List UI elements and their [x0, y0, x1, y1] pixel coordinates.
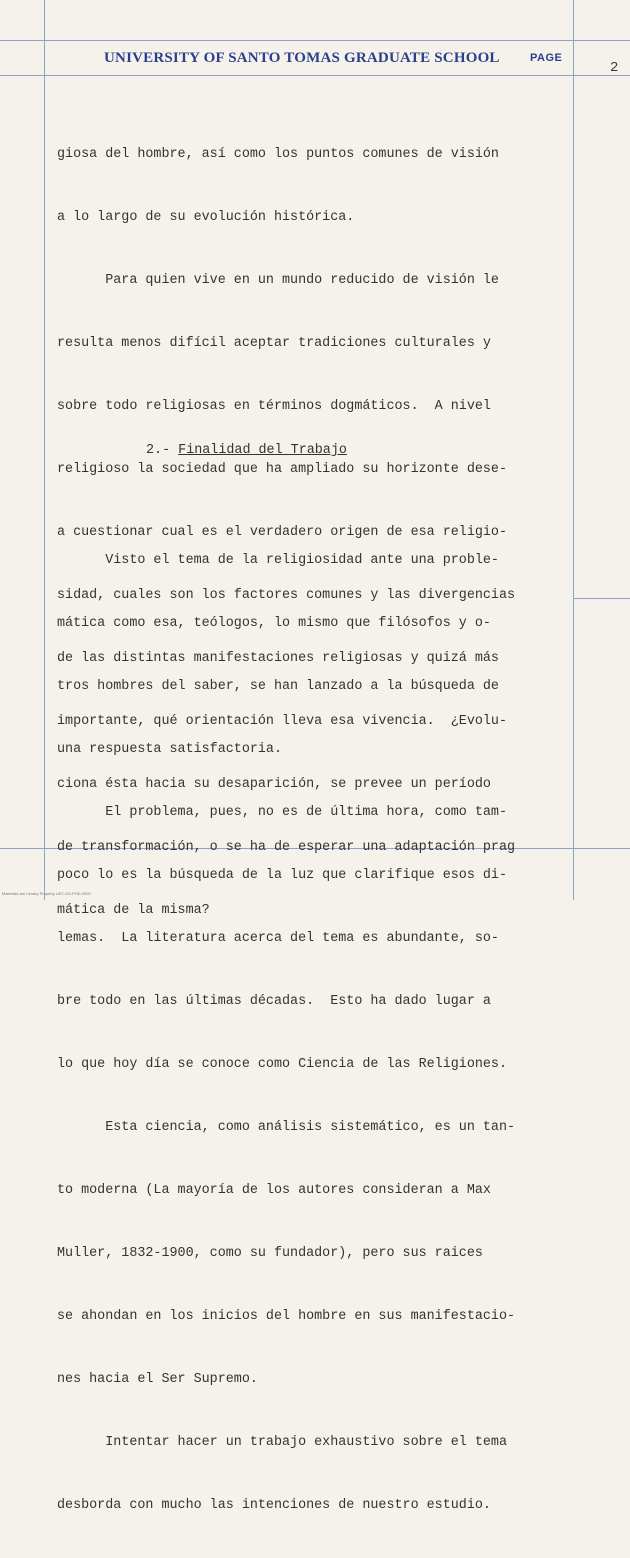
- footer-mark: Materials are Library Property UST-GS-PHD-0000: [2, 891, 91, 896]
- text-line: religioso la sociedad que ha ampliado su horizonte dese-: [57, 462, 507, 477]
- text-line: Para quien vive en un mundo reducido de visión le: [57, 273, 499, 288]
- text-line: de las distintas manifestaciones religiosas y quizá más: [57, 651, 499, 666]
- text-line: Esta ciencia, como análisis sistemático, es un tan-: [57, 1120, 516, 1135]
- text-line: sobre todo religiosas en términos dogmáticos. A nivel: [57, 399, 491, 414]
- text-line: desborda con mucho las intenciones de nuestro estudio.: [57, 1498, 491, 1513]
- text-line: to moderna (La mayoría de los autores consideran a Max: [57, 1183, 491, 1198]
- text-line: nes hacia el Ser Supremo.: [57, 1372, 258, 1387]
- section-number: 2.-: [146, 443, 171, 458]
- header-top-rule: [0, 40, 630, 41]
- text-line: lo que hoy día se conoce como Ciencia de las Religiones.: [57, 1057, 507, 1072]
- text-line: importante, qué orientación lleva esa vivencia. ¿Evolu-: [57, 714, 507, 729]
- text-line: ciona ésta hacia su desaparición, se prevee un período: [57, 777, 491, 792]
- text-line: resulta menos difícil aceptar tradiciones culturales y: [57, 336, 491, 351]
- header-bottom-rule: [0, 75, 630, 76]
- text-line: tros hombres del saber, se han lanzado a la búsqueda de: [57, 679, 499, 694]
- text-line: lemas. La literatura acerca del tema es abundante, so-: [57, 931, 499, 946]
- text-line: bre todo en las últimas décadas. Esto ha dado lugar a: [57, 994, 491, 1009]
- text-line: Muller, 1832-1900, como su fundador), pero sus raices: [57, 1246, 483, 1261]
- section-heading: [146, 443, 347, 458]
- text-line: giosa del hombre, así como los puntos comunes de visión: [57, 147, 499, 162]
- page-number: 2: [610, 60, 619, 76]
- paragraph-block-2: [57, 508, 577, 1558]
- text-line: poco lo es la búsqueda de la luz que clarifique esos di-: [57, 868, 507, 883]
- text-line: mática como esa, teólogos, lo mismo que filósofos y o-: [57, 616, 491, 631]
- left-margin-rule: [44, 0, 45, 900]
- section-title: Finalidad del Trabajo: [178, 443, 347, 458]
- text-line: a cuestionar cual es el verdadero origen de esa religio-: [57, 525, 507, 540]
- text-line: se ahondan en los inicios del hombre en sus manifestacio-: [57, 1309, 516, 1324]
- text-line: una respuesta satisfactoria.: [57, 742, 282, 757]
- page-header-title: UNIVERSITY OF SANTO TOMAS GRADUATE SCHOOL: [104, 50, 500, 66]
- text-line: El problema, pues, no es de última hora, como tam-: [57, 805, 507, 820]
- text-line: de transformación, o se ha de esperar una adaptación prag: [57, 840, 516, 855]
- text-line: sidad, cuales son los factores comunes y las divergencias: [57, 588, 516, 603]
- right-margin-tick: [573, 598, 630, 599]
- text-line: a lo largo de su evolución histórica.: [57, 210, 355, 225]
- text-line: Visto el tema de la religiosidad ante una proble-: [57, 553, 499, 568]
- page-label: PAGE: [530, 52, 563, 64]
- text-line: Intentar hacer un trabajo exhaustivo sobre el tema: [57, 1435, 507, 1450]
- text-line: mática de la misma?: [57, 903, 210, 918]
